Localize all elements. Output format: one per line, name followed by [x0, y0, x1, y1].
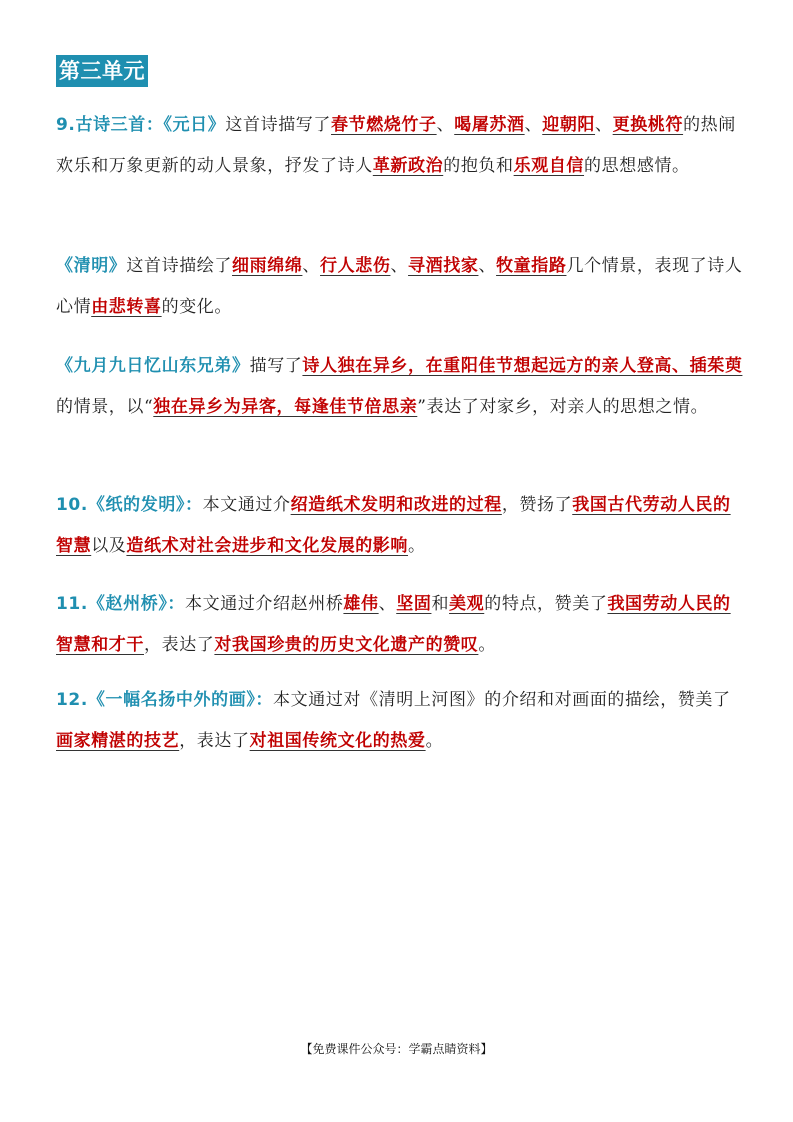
paragraph-heading: 《清明》 — [56, 256, 127, 276]
paragraph-heading: 12.《一幅名扬中外的画》： — [56, 690, 274, 710]
paragraph-text: 。 — [408, 536, 426, 556]
paragraph-text: 、 — [436, 115, 455, 135]
key-phrase: 更换桃符 — [612, 115, 684, 135]
paragraph-text: ”表达了对家乡，对亲人的思想之情。 — [417, 397, 709, 417]
key-phrase: 独在异乡为异客，每逢佳节倍思亲 — [153, 397, 418, 417]
paragraph-text: 这首诗描绘了 — [126, 256, 233, 276]
paragraph-zhi-de-faming — [56, 485, 746, 567]
key-phrase: 坚固 — [396, 594, 432, 614]
key-phrase: 牧童指路 — [496, 256, 567, 276]
paragraph-heading: 10.《纸的发明》： — [56, 495, 203, 515]
paragraph-yifu-mingyang — [56, 680, 746, 762]
paragraph-text: 以及 — [91, 536, 127, 556]
paragraph-text: 。 — [425, 731, 444, 751]
paragraph-zhaozhouqiao — [56, 584, 746, 666]
paragraph-text: 、 — [302, 256, 321, 276]
paragraph-heading: 9.古诗三首：《元日》 — [56, 115, 226, 135]
key-phrase: 乐观自信 — [513, 156, 585, 176]
key-phrase: 对祖国传统文化的热爱 — [249, 731, 426, 751]
paragraph-heading: 《九月九日忆山东兄弟》 — [56, 356, 250, 376]
paragraph-text: 的变化。 — [161, 297, 233, 317]
key-phrase: 对我国珍贵的历史文化遗产的赞叹 — [214, 635, 479, 655]
key-phrase: 画家精湛的技艺 — [56, 731, 180, 751]
paragraph-text: 的思想感情。 — [584, 156, 690, 176]
paragraph-text: 的特点，赞美了 — [484, 594, 608, 614]
paragraph-text: 、 — [378, 594, 397, 614]
unit-title: 第三单元 — [56, 55, 148, 87]
paragraph-text: 描写了 — [249, 356, 303, 376]
paragraph-text: 本文通过介绍赵州桥 — [185, 594, 344, 614]
key-phrase: 我国古代劳动人民的智慧 — [56, 495, 731, 556]
key-phrase: 造纸术对社会进步和文化发展的影响 — [126, 536, 409, 556]
paragraph-heading: 11.《赵州桥》： — [56, 594, 186, 614]
key-phrase: 雄伟 — [343, 594, 379, 614]
key-phrase: 我国劳动人民的智慧和才干 — [56, 594, 731, 655]
paragraph-text: 几个情景，表现了诗人心情 — [56, 256, 743, 317]
paragraph-text: 的情景，以“ — [56, 397, 154, 417]
paragraph-text: 的抱负和 — [443, 156, 514, 176]
paragraph-text: 这首诗描写了 — [225, 115, 331, 135]
paragraph-text: 、 — [478, 256, 497, 276]
paragraph-text: 本文通过对《清明上河图》的介绍和对画面的描绘，赞美了 — [273, 690, 731, 710]
key-phrase: 喝屠苏酒 — [454, 115, 525, 135]
paragraph-text: ，赞扬了 — [501, 495, 573, 515]
key-phrase: 诗人独在异乡，在重阳佳节想起远方的亲人登高、插茱萸 — [302, 356, 743, 376]
paragraph-text: 和 — [431, 594, 450, 614]
paragraph-text: ，表达了 — [144, 635, 215, 655]
paragraph-text: 、 — [390, 256, 409, 276]
key-phrase: 由悲转喜 — [91, 297, 162, 317]
key-phrase: 行人悲伤 — [320, 256, 391, 276]
paragraph-text: ，表达了 — [179, 731, 250, 751]
page-footer: 【免费课件公众号：学霸点睛资料】 — [300, 1042, 493, 1056]
key-phrase: 细雨绵绵 — [232, 256, 303, 276]
paragraph-jiuyuejiuri — [56, 346, 746, 428]
key-phrase: 绍造纸术发明和改进的过程 — [290, 495, 502, 515]
key-phrase: 迎朝阳 — [542, 115, 596, 135]
key-phrase: 美观 — [449, 594, 485, 614]
paragraph-text: 、 — [595, 115, 613, 135]
paragraph-text: 。 — [478, 635, 497, 655]
key-phrase: 革新政治 — [372, 156, 444, 176]
key-phrase: 寻酒找家 — [408, 256, 479, 276]
paragraph-text: 本文通过介 — [202, 495, 291, 515]
paragraph-yuanri — [56, 105, 746, 187]
paragraph-text: 的热闹欢乐和万象更新的动人景象，抒发了诗人 — [56, 115, 736, 176]
paragraph-qingming — [56, 246, 746, 328]
paragraph-text: 、 — [524, 115, 543, 135]
key-phrase: 春节燃烧竹子 — [331, 115, 437, 135]
